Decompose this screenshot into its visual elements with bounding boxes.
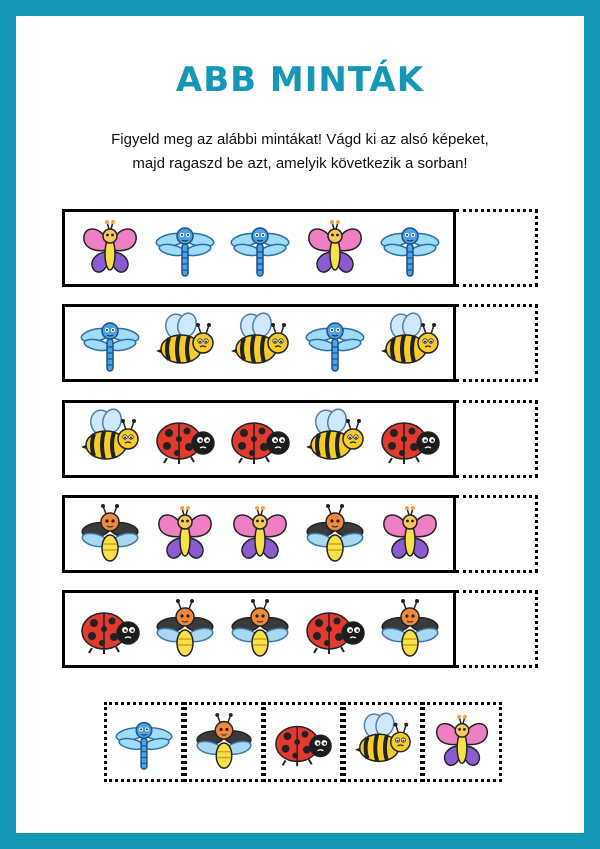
bee-icon [352, 711, 414, 773]
butterfly-icon [373, 498, 447, 570]
ladybug-icon [73, 593, 147, 665]
bee-icon [298, 403, 372, 475]
dragonfly-icon [113, 711, 175, 773]
firefly-icon [223, 593, 297, 665]
answer-slot-2 [456, 304, 538, 382]
firefly-icon [193, 711, 255, 773]
ladybug-icon [148, 403, 222, 475]
butterfly-icon [73, 212, 147, 284]
dragonfly-icon [298, 307, 372, 379]
pattern-row-1 [62, 209, 456, 287]
bee-icon [373, 307, 447, 379]
answer-slot-1 [456, 209, 538, 287]
dragonfly-icon [373, 212, 447, 284]
cutout-butterfly-icon [422, 702, 502, 782]
butterfly-icon [298, 212, 372, 284]
page-title: ABB MINTÁK [175, 60, 425, 100]
ladybug-icon [298, 593, 372, 665]
bee-icon [148, 307, 222, 379]
cutout-strip [104, 702, 502, 782]
butterfly-icon [431, 711, 493, 773]
pattern-row-3 [62, 400, 456, 478]
bee-icon [223, 307, 297, 379]
dragonfly-icon [73, 307, 147, 379]
firefly-icon [298, 498, 372, 570]
instructions [0, 128, 600, 176]
cutout-bee-icon [343, 702, 423, 782]
firefly-icon [73, 498, 147, 570]
dragonfly-icon [148, 212, 222, 284]
firefly-icon [148, 593, 222, 665]
pattern-row-4 [62, 495, 456, 573]
firefly-icon [373, 593, 447, 665]
ladybug-icon [373, 403, 447, 475]
answer-slot-4 [456, 495, 538, 573]
answer-slot-3 [456, 400, 538, 478]
ladybug-icon [223, 403, 297, 475]
instructions-line-1: Figyeld meg az alábbi mintákat! Vágd ki az alsó képeket, [111, 131, 489, 148]
answer-slot-5 [456, 590, 538, 668]
pattern-row-5 [62, 590, 456, 668]
ladybug-icon [272, 711, 334, 773]
dragonfly-icon [223, 212, 297, 284]
instructions-line-2: majd ragaszd be azt, amelyik következik a sorban! [132, 155, 468, 172]
pattern-row-2 [62, 304, 456, 382]
bee-icon [73, 403, 147, 475]
butterfly-icon [148, 498, 222, 570]
cutout-firefly-icon [184, 702, 264, 782]
butterfly-icon [223, 498, 297, 570]
cutout-dragonfly-icon [104, 702, 184, 782]
cutout-ladybug-icon [263, 702, 343, 782]
